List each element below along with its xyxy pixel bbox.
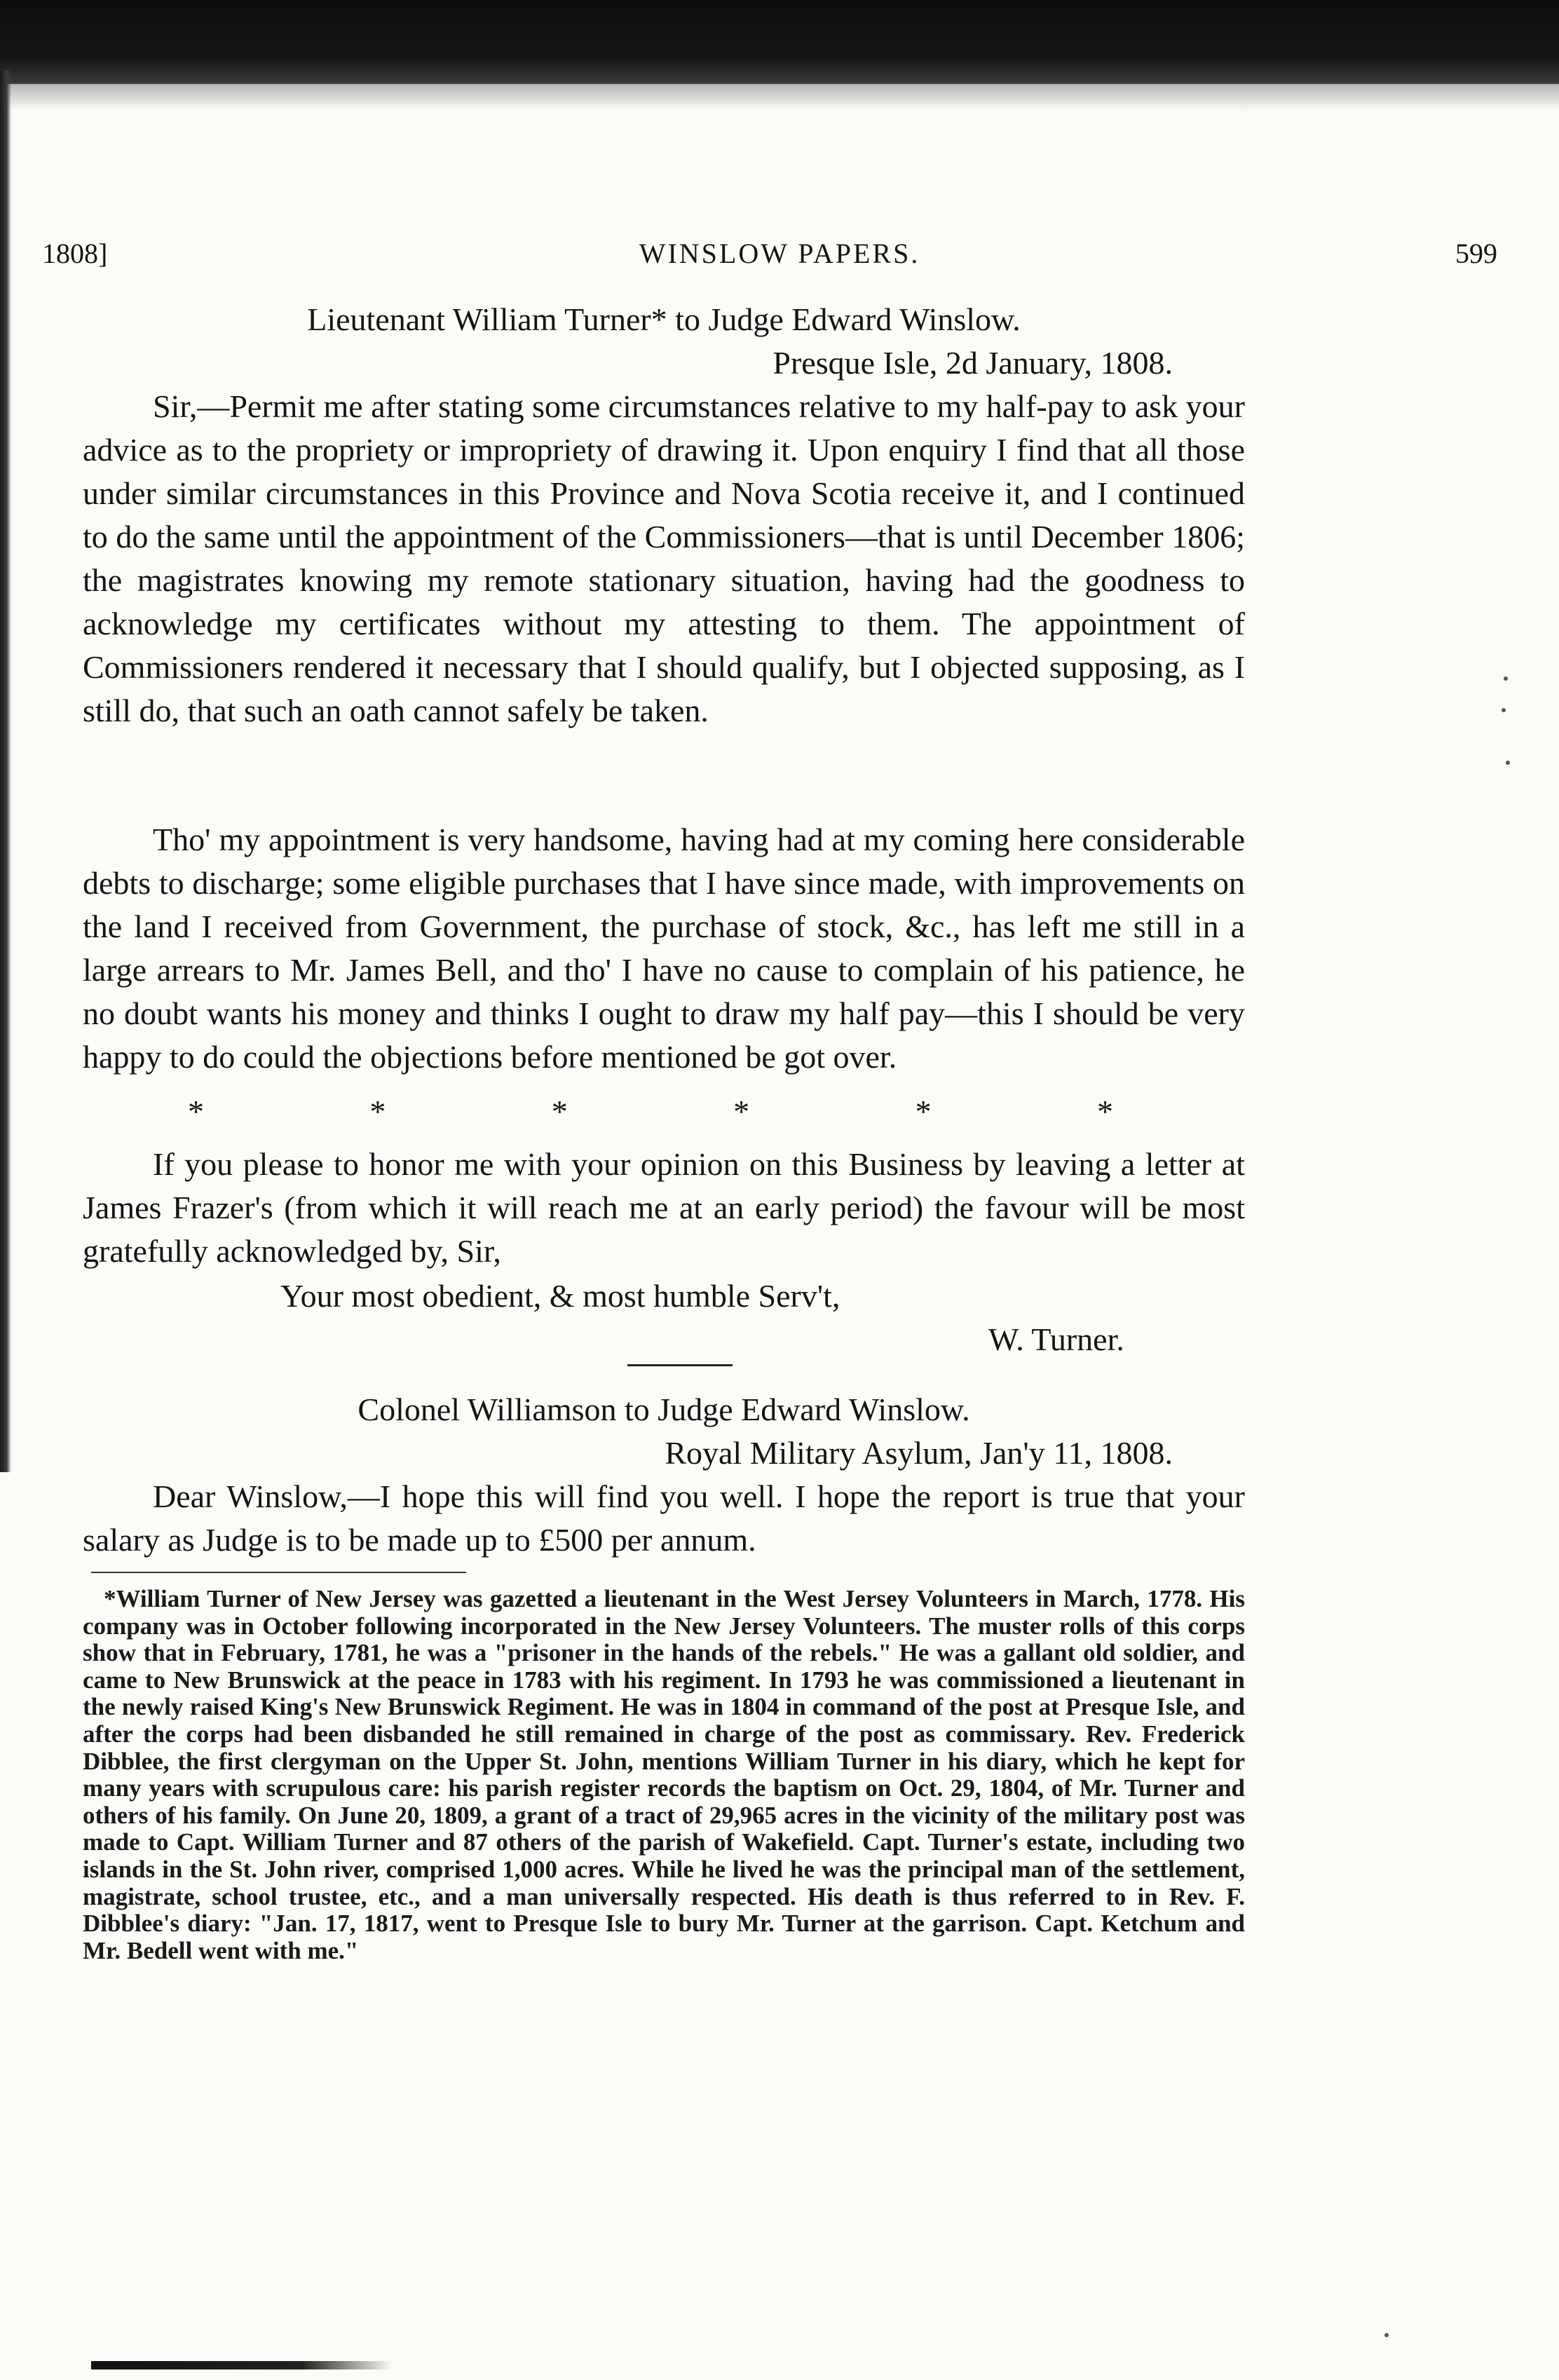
asterisk: * xyxy=(551,1094,568,1129)
letter1-closing: Your most obedient, & most humble Serv't, xyxy=(280,1278,840,1314)
running-head-title: WINSLOW PAPERS. xyxy=(639,238,920,269)
page-number: 599 xyxy=(1455,238,1497,269)
running-head-year: 1808] xyxy=(42,238,108,269)
scan-dark-left-edge xyxy=(0,70,11,1472)
asterisk: * xyxy=(733,1094,750,1129)
scan-speck xyxy=(1502,708,1506,712)
section-divider xyxy=(627,1364,733,1366)
letter1-paragraph-1: Sir,—Permit me after stating some circumstances relative to my half-pay to ask your advice as to the propriety or impropriety of drawing it. Upon enquiry I find that all those under similar circumstances in this Province and Nova Scotia receive it, and I continued to do the same until the appointment of the Commissioners—that is until December 1806; the magistrates knowing my remote stationary situation, having had the goodness to acknowledge my certificates without my attesting to them. The appointment of Commissioners rendered it necessary that I should qualify, but I objected supposing, as I still do, that such an oath cannot safely be taken. xyxy=(83,388,1245,728)
asterisk: * xyxy=(915,1094,932,1129)
letter2-place-date: Royal Military Asylum, Jan'y 11, 1808. xyxy=(665,1435,1173,1471)
letter1-signature: W. Turner. xyxy=(988,1321,1124,1357)
scan-speck xyxy=(1384,2333,1389,2337)
footnote-rule xyxy=(91,1572,466,1573)
scan-dark-top-edge xyxy=(0,0,1559,84)
letter1-place-date: Presque Isle, 2d January, 1808. xyxy=(772,345,1173,381)
footnote-text: *William Turner of New Jersey was gazetted a lieutenant in the West Jersey Volunteers in March, 1778. His company was in October following incorporated in the New Jersey Volunteers. The muster rolls of this corps show that in February, 1781, he was a "prisoner in the hands of the rebels." He was a gallant old soldier, and came to New Brunswick at the peace in 1783 with his regiment. In 1793 he was commissioned a lieutenant in the newly raised King's New Brunswick Regiment. He was in 1804 in command of the post at Presque Isle, and after the corps had been disbanded he still remained in charge of the post as commissary. Rev. Frederick Dibblee, the first clergyman on the Upper St. John, mentions William Turner in his diary, which he kept for many years with scrupulous care: his parish register records the baptism on Oct. 29, 1804, of Mr. Turner and others of his family. On June 20, 1809, a grant of a tract of 29,965 acres in the vicinity of the military post was made to Capt. William Turner and 87 others of the parish of Wakefield. Capt. Turner's estate, including two islands in the St. John river, comprised 1,000 acres. While he lived he was the principal man of the settlement, magistrate, school trustee, etc., and a man universally respected. His death is thus referred to in Rev. F. Dibblee's diary: "Jan. 17, 1817, went to Presque Isle to bury Mr. Turner at the garrison. Capt. Ketchum and Mr. Bedell went with me." xyxy=(83,1585,1245,1964)
scan-speck xyxy=(1506,761,1510,765)
letter1-heading: Lieutenant William Turner* to Judge Edward Winslow. xyxy=(307,301,1021,337)
letter2-paragraph-1: Dear Winslow,—I hope this will find you well. I hope the report is true that your salary as Judge is to be made up to £500 per annum. xyxy=(83,1478,1245,1558)
letter1-paragraph-2: Tho' my appointment is very handsome, having had at my coming here considerable debts to discharge; some eligible purchases that I have since made, with improvements on the land I received from Government, the purchase of stock, &c., has left me still in a large arrears to Mr. James Bell, and tho' I have no cause to complain of his patience, he no doubt wants his money and thinks I ought to draw my half pay—this I should be very happy to do could the objections before mentioned be got over. xyxy=(83,822,1245,1075)
ellipsis-asterisks xyxy=(188,1090,1113,1134)
scan-bottom-mark xyxy=(91,2361,393,2369)
scan-speck xyxy=(1504,676,1508,681)
letter2-heading: Colonel Williamson to Judge Edward Winslow. xyxy=(358,1392,970,1427)
letter1-paragraph-3: If you please to honor me with your opinion on this Business by leaving a letter at James Frazer's (from which it will reach me at an early period) the favour will be most gratefully acknowledged by, Sir, xyxy=(83,1146,1245,1269)
scan-top-shadow xyxy=(0,83,1559,111)
asterisk: * xyxy=(1096,1094,1113,1129)
asterisk: * xyxy=(369,1094,386,1129)
asterisk: * xyxy=(188,1094,204,1129)
